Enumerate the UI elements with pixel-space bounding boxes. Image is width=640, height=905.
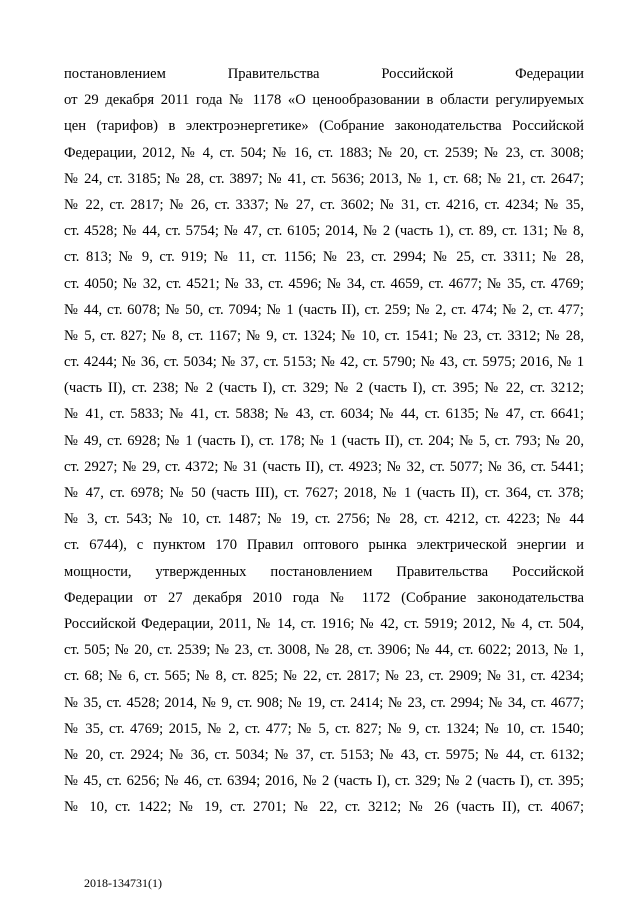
document-footer-code: 2018-134731(1) xyxy=(84,876,162,890)
text-line: постановлением Правительства Российской Федерации xyxy=(64,66,584,82)
text-line: ст. 2927; № 29, ст. 4372; № 31 (часть II), ст. 4923; № 32, ст. 5077; № 36, ст. 5441; xyxy=(64,458,584,475)
text-line: Федерации от 27 декабря 2010 года № 1172 (Собрание законодательства xyxy=(64,589,584,606)
text-line: Российской Федерации, 2011, № 14, ст. 1916; № 42, ст. 5919; 2012, № 4, ст. 504, xyxy=(64,615,584,632)
text-line: ст. 6744), с пунктом 170 Правил оптового рынка электрической энергии и xyxy=(64,537,584,554)
text-line: № 41, ст. 5833; № 41, ст. 5838; № 43, ст. 6034; № 44, ст. 6135; № 47, ст. 6641; xyxy=(64,406,584,423)
text-line: от 29 декабря 2011 года № 1178 «О ценообразовании в области регулируемых xyxy=(64,92,584,109)
text-line: № 24, ст. 3185; № 28, ст. 3897; № 41, ст. 5636; 2013, № 1, ст. 68; № 21, ст. 2647; xyxy=(64,170,584,187)
text-line: № 44, ст. 6078; № 50, ст. 7094; № 1 (часть II), ст. 259; № 2, ст. 474; № 2, ст. 477; xyxy=(64,301,584,318)
text-line: мощности, утвержденных постановлением Правительства Российской xyxy=(64,563,584,580)
text-line: (часть II), ст. 238; № 2 (часть I), ст. 329; № 2 (часть I), ст. 395; № 22, ст. 3212; xyxy=(64,380,584,397)
text-line: № 45, ст. 6256; № 46, ст. 6394; 2016, № 2 (часть I), ст. 329; № 2 (часть I), ст. 395; xyxy=(64,773,584,790)
text-line: ст. 505; № 20, ст. 2539; № 23, ст. 3008, № 28, ст. 3906; № 44, ст. 6022; 2013, № 1, xyxy=(64,642,584,659)
text-line: Федерации, 2012, № 4, ст. 504; № 16, ст. 1883; № 20, ст. 2539; № 23, ст. 3008; xyxy=(64,144,584,161)
text-line: цен (тарифов) в электроэнергетике» (Собрание законодательства Российской xyxy=(64,118,584,135)
text-line: № 47, ст. 6978; № 50 (часть III), ст. 7627; 2018, № 1 (часть II), ст. 364, ст. 378; xyxy=(64,485,584,501)
text-line: № 3, ст. 543; № 10, ст. 1487; № 19, ст. 2756; № 28, ст. 4212, ст. 4223; № 44 xyxy=(64,511,584,528)
text-line: ст. 4050; № 32, ст. 4521; № 33, ст. 4596; № 34, ст. 4659, ст. 4677; № 35, ст. 4769; xyxy=(64,275,584,292)
text-line: № 10, ст. 1422; № 19, ст. 2701; № 22, ст. 3212; № 26 (часть II), ст. 4067; xyxy=(64,799,584,816)
text-line: № 35, ст. 4528; 2014, № 9, ст. 908; № 19, ст. 2414; № 23, ст. 2994; № 34, ст. 4677; xyxy=(64,694,584,711)
text-line: № 22, ст. 2817; № 26, ст. 3337; № 27, ст. 3602; № 31, ст. 4216, ст. 4234; № 35, xyxy=(64,196,584,213)
text-line: № 49, ст. 6928; № 1 (часть I), ст. 178; № 1 (часть II), ст. 204; № 5, ст. 793; № 20, xyxy=(64,432,584,449)
text-line: ст. 4528; № 44, ст. 5754; № 47, ст. 6105; 2014, № 2 (часть 1), ст. 89, ст. 131; № 8, xyxy=(64,223,584,240)
text-line: № 20, ст. 2924; № 36, ст. 5034; № 37, ст. 5153; № 43, ст. 5975; № 44, ст. 6132; xyxy=(64,746,584,763)
document-body xyxy=(64,61,584,820)
text-line: ст. 68; № 6, ст. 565; № 8, ст. 825; № 22, ст. 2817; № 23, ст. 2909; № 31, ст. 4234; xyxy=(64,668,584,685)
text-line: ст. 813; № 9, ст. 919; № 11, ст. 1156; № 23, ст. 2994; № 25, ст. 3311; № 28, xyxy=(64,249,584,266)
text-line: ст. 4244; № 36, ст. 5034; № 37, ст. 5153; № 42, ст. 5790; № 43, ст. 5975; 2016, № 1 xyxy=(64,354,584,371)
text-line: № 35, ст. 4769; 2015, № 2, ст. 477; № 5, ст. 827; № 9, ст. 1324; № 10, ст. 1540; xyxy=(64,720,584,737)
text-line: № 5, ст. 827; № 8, ст. 1167; № 9, ст. 1324; № 10, ст. 1541; № 23, ст. 3312; № 28, xyxy=(64,327,584,344)
